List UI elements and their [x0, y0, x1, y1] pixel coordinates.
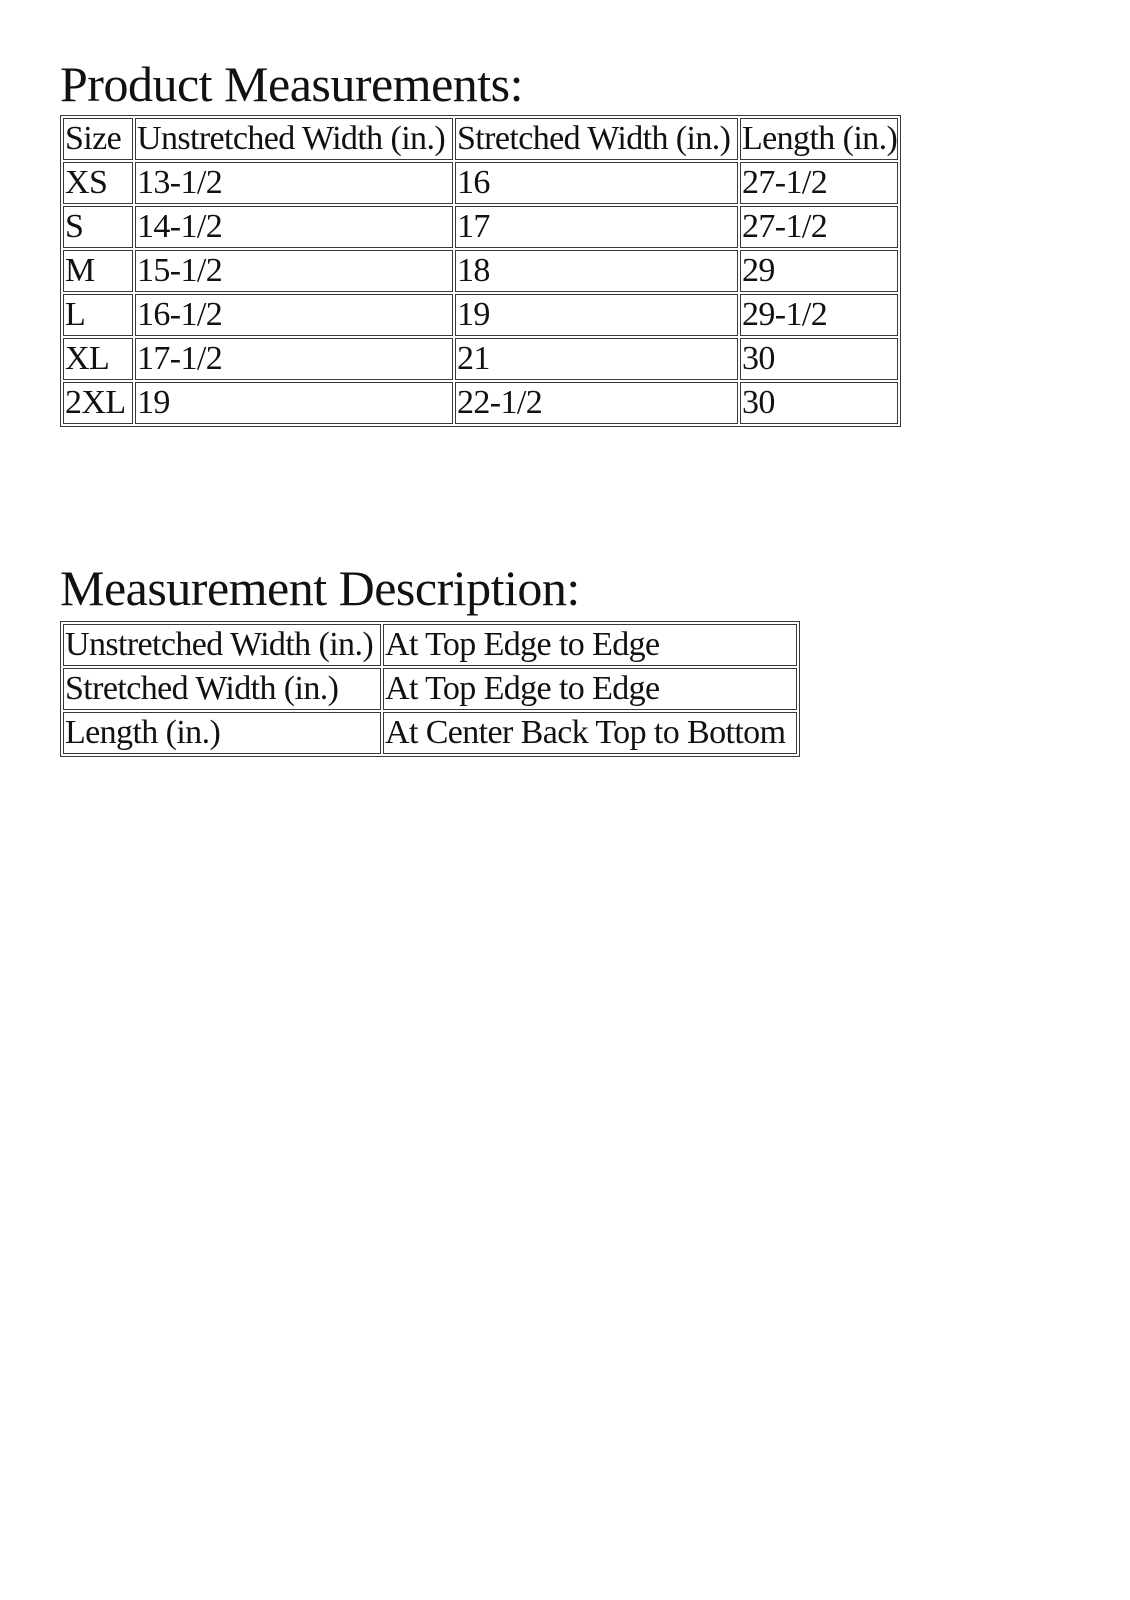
measurement-description-title: Measurement Description:: [60, 560, 580, 616]
table-row: [63, 250, 898, 292]
header-cell: Size: [63, 118, 133, 160]
size-cell: XS: [63, 162, 133, 204]
stretched-width-cell: 21: [455, 338, 738, 380]
measurement-method-cell: At Top Edge to Edge: [383, 624, 797, 666]
table-row: [63, 624, 797, 666]
stretched-width-cell: 22-1/2: [455, 382, 738, 424]
table-row: [63, 712, 797, 754]
measurement-name-cell: Stretched Width (in.): [63, 668, 381, 710]
length-cell: 30: [740, 338, 898, 380]
table-row: [63, 206, 898, 248]
unstretched-width-cell: 15-1/2: [135, 250, 453, 292]
unstretched-width-cell: 14-1/2: [135, 206, 453, 248]
size-cell: M: [63, 250, 133, 292]
length-cell: 27-1/2: [740, 206, 898, 248]
measurement-method-cell: At Top Edge to Edge: [383, 668, 797, 710]
size-cell: XL: [63, 338, 133, 380]
length-cell: 29: [740, 250, 898, 292]
size-cell: 2XL: [63, 382, 133, 424]
description-table: [60, 621, 800, 757]
stretched-width-cell: 16: [455, 162, 738, 204]
table-row: [63, 668, 797, 710]
table-row: [63, 294, 898, 336]
stretched-width-cell: 17: [455, 206, 738, 248]
table-row: [63, 382, 898, 424]
header-cell: Length (in.): [740, 118, 898, 160]
unstretched-width-cell: 17-1/2: [135, 338, 453, 380]
unstretched-width-cell: 13-1/2: [135, 162, 453, 204]
measurement-method-cell: At Center Back Top to Bottom: [383, 712, 797, 754]
table-row: [63, 338, 898, 380]
length-cell: 30: [740, 382, 898, 424]
header-cell: Stretched Width (in.): [455, 118, 738, 160]
unstretched-width-cell: 16-1/2: [135, 294, 453, 336]
size-cell: S: [63, 206, 133, 248]
measurements-table: [60, 115, 901, 427]
table-header-row: [63, 118, 898, 160]
stretched-width-cell: 19: [455, 294, 738, 336]
table-row: [63, 162, 898, 204]
measurement-name-cell: Length (in.): [63, 712, 381, 754]
size-cell: L: [63, 294, 133, 336]
measurement-name-cell: Unstretched Width (in.): [63, 624, 381, 666]
stretched-width-cell: 18: [455, 250, 738, 292]
length-cell: 27-1/2: [740, 162, 898, 204]
product-measurements-title: Product Measurements:: [60, 56, 524, 112]
header-cell: Unstretched Width (in.): [135, 118, 453, 160]
unstretched-width-cell: 19: [135, 382, 453, 424]
length-cell: 29-1/2: [740, 294, 898, 336]
